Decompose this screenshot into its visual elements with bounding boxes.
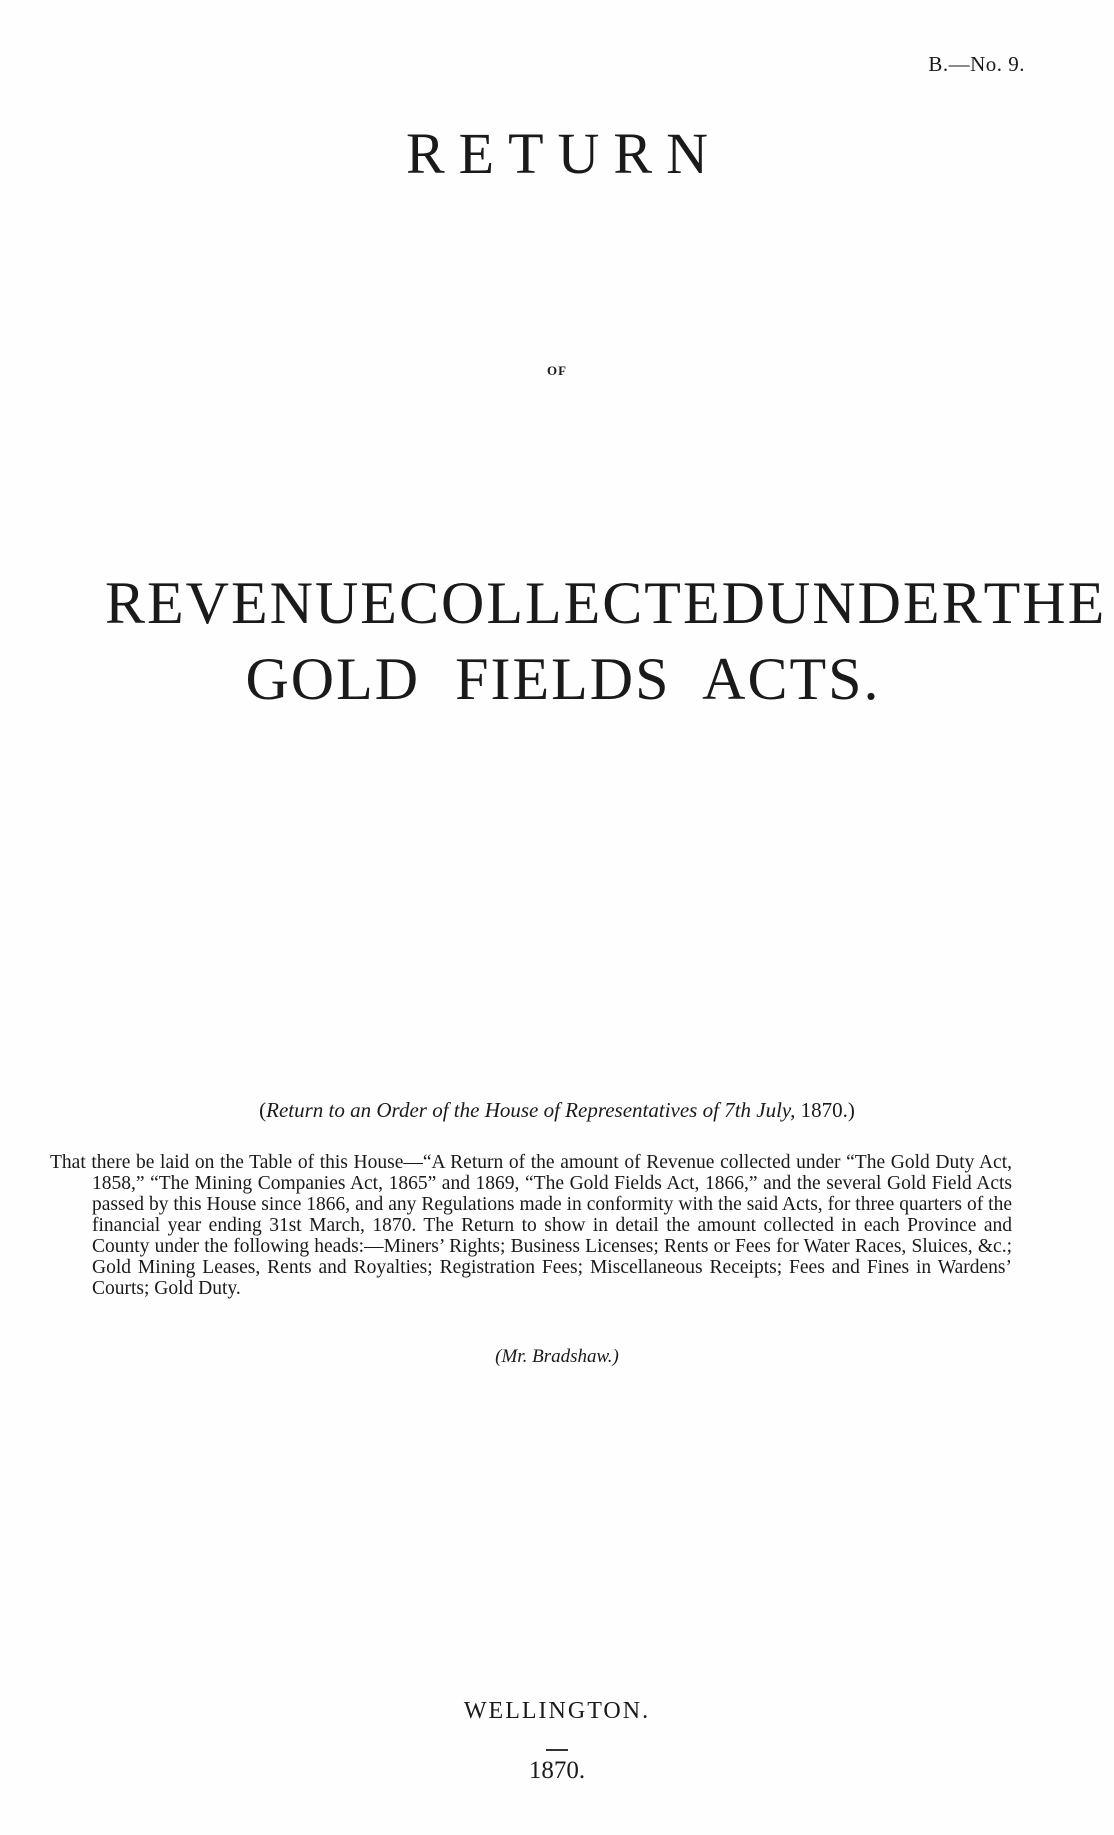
document-reference: B.—No. 9. bbox=[928, 52, 1025, 76]
subject-word: COLLECTED bbox=[398, 570, 767, 636]
document-title: RETURN bbox=[406, 121, 722, 186]
publication-year: 1870. bbox=[528, 1757, 586, 1784]
order-suffix: 1870.) bbox=[795, 1098, 855, 1122]
subject-word: THE bbox=[983, 570, 1107, 636]
subject-word: UNDER bbox=[766, 570, 984, 636]
mover-name: (Mr. Bradshaw.) bbox=[495, 1346, 619, 1367]
motion-paragraph: That there be laid on the Table of this House—“A Return of the amount of Revenue collected under “The Gold Duty Act, 1858,” “The Mining Companies Act, 1865” and 1869, “The Gold Fields Act, 1866,” and the several Gold Field Acts passed by this House since 1866, and any Regulations made in conformity with the said Acts, for three quarters of the financial year ending 31st March, 1870. The Return to show in detail the amount collected in each Province and County under the following heads:—Miners’ Rights; Business Licenses; Rents or Fees for Water Races, Sluices, &c.; Gold Mining Leases, Rents and Royalties; Registration Fees; Miscellaneous Receipts; Fees and Fines in Wardens’ Courts; Gold Duty. bbox=[50, 1152, 1012, 1299]
subject-line-2: GOLD FIELDS ACTS. bbox=[245, 646, 881, 712]
title-connector: OF bbox=[546, 363, 568, 378]
subject-line-1 bbox=[0, 565, 1114, 641]
order-reference bbox=[0, 1098, 1114, 1123]
order-prefix: ( bbox=[259, 1098, 267, 1122]
divider-rule bbox=[546, 1749, 568, 1751]
order-italic-text: Return to an Order of the House of Representatives of 7th July, bbox=[266, 1098, 796, 1122]
publication-place: WELLINGTON. bbox=[463, 1698, 651, 1724]
document-subject bbox=[0, 565, 1114, 717]
subject-word: REVENUE bbox=[105, 570, 399, 636]
